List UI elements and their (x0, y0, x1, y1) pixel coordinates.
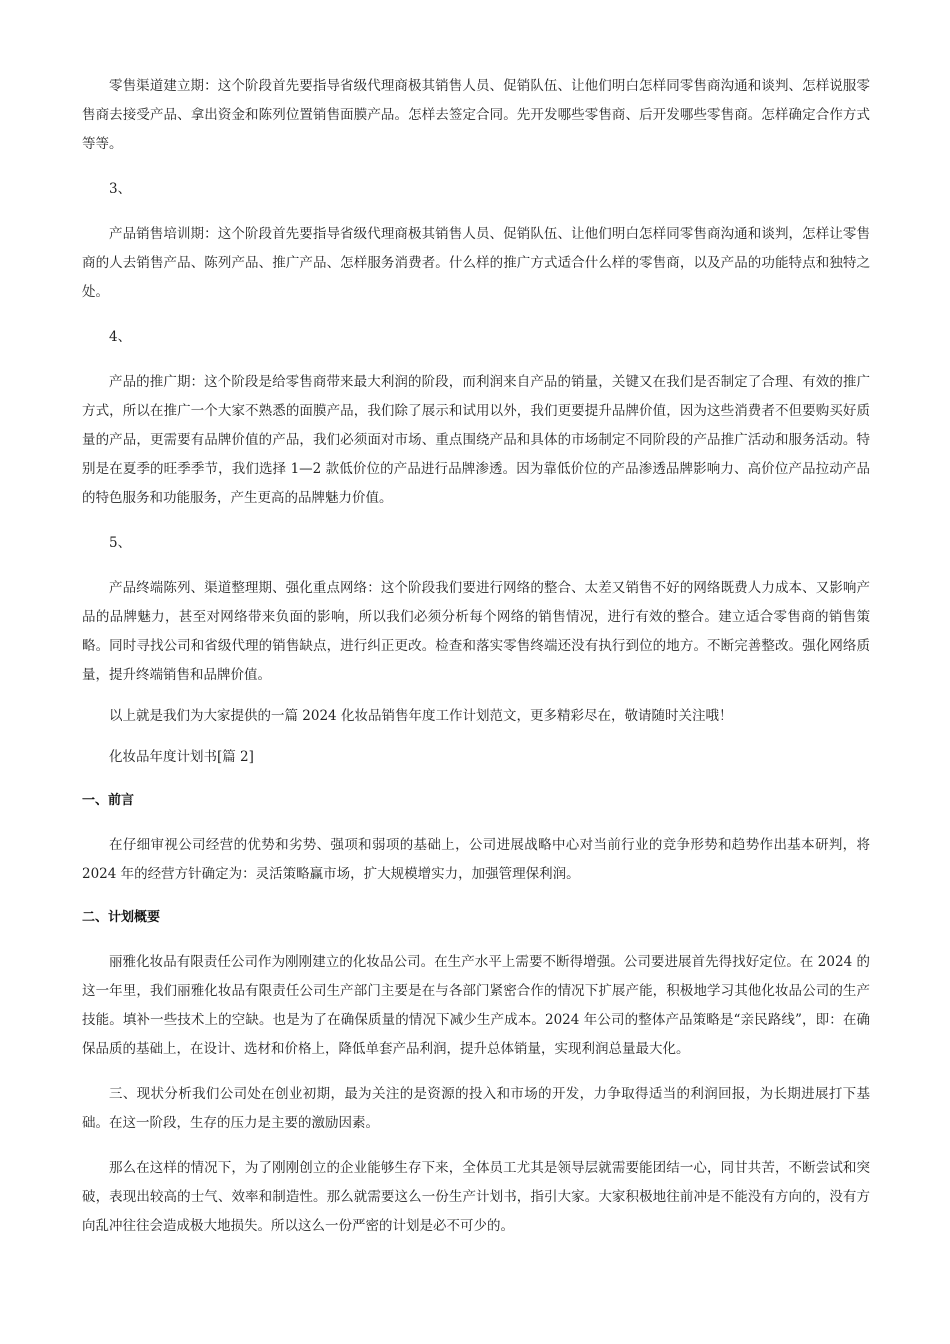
heading-plan-overview: 二、计划概要 (82, 910, 161, 925)
paragraph-production-plan: 那么在这样的情况下，为了刚刚创立的企业能够生存下来，全体员工尤其是领导层就需要能团结一心，同甘共苦，不断尝试和突破，表现出较高的士气、效率和制造性。那么就需要这么一份生产计划书，指引大家。大家积极地往前冲是不能没有方向的，没有方向乱冲往往会造成极大地损失。所以这么一份严密的计划是必不可少的。 (82, 1160, 870, 1234)
heading-preface: 一、前言 (82, 793, 135, 808)
paragraph-promotion: 产品的推广期：这个阶段是给零售商带来最大利润的阶段，而利润来自产品的销量，关键又在我们是否制定了合理、有效的推广方式，所以在推广一个大家不熟悉的面膜产品，我们除了展示和试用以外，我们更要提升品牌价值，因为这些消费者不但要购买好质量的产品，更需要有品牌价值的产品，我们必须面对市场、重点围绕产品和具体的市场制定不同阶段的产品推广活动和服务活动。特别是在夏季的旺季季节，我们选择 1—2 款低价位的产品进行品牌渗透。因为靠低价位的产品渗透品牌影响力、高价位产品拉动产品的特色服务和功能服务，产生更高的品牌魅力价值。 (82, 374, 870, 506)
paragraph-closing-note: 以上就是我们为大家提供的一篇 2024 化妆品销售年度工作计划范文，更多精彩尽在，敬请随时关注哦！ (109, 708, 733, 724)
paragraph-status-analysis: 三、现状分析我们公司处在创业初期，最为关注的是资源的投入和市场的开发，力争取得适当的利润回报，为长期进展打下基础。在这一阶段，生存的压力是主要的激励因素。 (82, 1086, 870, 1131)
section-number-4: 4、 (109, 329, 132, 345)
paragraph-retail-channel: 零售渠道建立期：这个阶段首先要指导省级代理商极其销售人员、促销队伍、让他们明白怎样同零售商沟通和谈判、怎样说服零售商去接受产品、拿出资金和陈列位置销售面膜产品。怎样去签定合同。先开发哪些零售商、后开发哪些零售商。怎样确定合作方式等等。 (82, 78, 870, 152)
section-number-3: 3、 (109, 181, 132, 197)
document-body (82, 72, 870, 1241)
paragraph-preface: 在仔细审视公司经营的优势和劣势、强项和弱项的基础上，公司进展战略中心对当前行业的竞争形势和趋势作出基本研判，将 2024 年的经营方针确定为：灵活策略赢市场，扩大规模增实力，加强管理保利润。 (82, 837, 870, 882)
subtitle-plan-part-2: 化妆品年度计划书[篇 2] (109, 749, 254, 765)
paragraph-plan-overview: 丽雅化妆品有限责任公司作为刚刚建立的化妆品公司。在生产水平上需要不断得增强。公司要进展首先得找好定位。在 2024 的这一年里，我们丽雅化妆品有限责任公司生产部门主要是在与各部门紧密合作的情况下扩展产能，积极地学习其他化妆品公司的生产技能。填补一些技术上的空缺。也是为了在确保质量的情况下减少生产成本。2024 年公司的整体产品策略是“亲民路线”，即：在确保品质的基础上，在设计、选材和价格上，降低单套产品利润，提升总体销量，实现利润总量最大化。 (82, 954, 870, 1057)
section-number-5: 5、 (109, 535, 132, 551)
paragraph-sales-training: 产品销售培训期：这个阶段首先要指导省级代理商极其销售人员、促销队伍、让他们明白怎样同零售商沟通和谈判，怎样让零售商的人去销售产品、陈列产品、推广产品、怎样服务消费者。什么样的推广方式适合什么样的零售商，以及产品的功能特点和独特之处。 (82, 226, 870, 300)
paragraph-terminal-display: 产品终端陈列、渠道整理期、强化重点网络：这个阶段我们要进行网络的整合、太差又销售不好的网络既费人力成本、又影响产品的品牌魅力，甚至对网络带来负面的影响，所以我们必须分析每个网络的销售情况，进行有效的整合。建立适合零售商的销售策略。同时寻找公司和省级代理的销售缺点，进行纠正更改。检查和落实零售终端还没有执行到位的地方。不断完善整改。强化网络质量，提升终端销售和品牌价值。 (82, 580, 870, 683)
